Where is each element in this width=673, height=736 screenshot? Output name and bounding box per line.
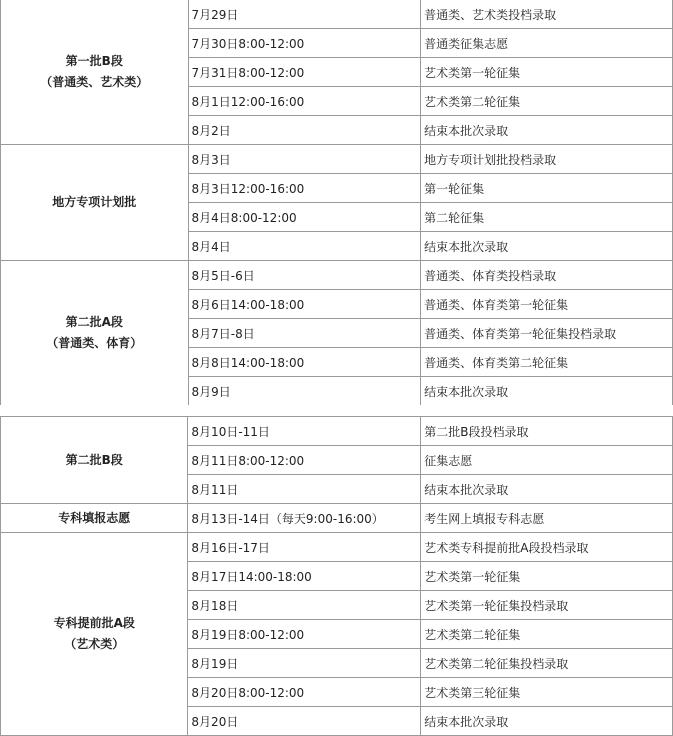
batch-name-cell — [1, 533, 188, 736]
batch-name-line: （普通类、体育） — [46, 336, 143, 350]
event-cell: 结束本批次录取 — [421, 377, 673, 406]
event-cell: 第二轮征集 — [421, 203, 673, 232]
event-cell: 艺术类第二轮征集 — [421, 87, 673, 116]
event-cell: 艺术类第二轮征集 — [421, 620, 673, 649]
batch-name-cell — [1, 504, 188, 533]
batch-name-cell — [1, 417, 188, 504]
date-cell: 7月31日8:00-12:00 — [188, 58, 421, 87]
date-cell: 8月4日 — [188, 232, 421, 261]
batch-name-line: （艺术类） — [64, 637, 125, 651]
date-cell: 8月11日8:00-12:00 — [188, 446, 421, 475]
event-cell: 艺术类第二轮征集投档录取 — [421, 649, 673, 678]
event-cell: 普通类征集志愿 — [421, 29, 673, 58]
date-cell: 8月20日 — [188, 707, 421, 736]
batch-name-cell — [1, 145, 189, 261]
table-row — [1, 417, 673, 446]
date-cell: 7月29日 — [188, 0, 421, 29]
event-cell: 艺术类第三轮征集 — [421, 678, 673, 707]
date-cell: 8月3日 — [188, 145, 421, 174]
date-cell: 8月6日14:00-18:00 — [188, 290, 421, 319]
table-row — [1, 504, 673, 533]
date-cell: 8月11日 — [188, 475, 421, 504]
batch-name-line: 地方专项计划批 — [52, 195, 137, 209]
date-cell: 8月8日14:00-18:00 — [188, 348, 421, 377]
event-cell: 第二批B段投档录取 — [421, 417, 673, 446]
batch-name-line: 专科提前批A段 — [53, 616, 135, 630]
date-cell: 8月3日12:00-16:00 — [188, 174, 421, 203]
table-row — [1, 261, 673, 290]
event-cell: 第一轮征集 — [421, 174, 673, 203]
event-cell: 结束本批次录取 — [421, 232, 673, 261]
date-cell: 8月5日-6日 — [188, 261, 421, 290]
table-body — [1, 0, 673, 406]
table-body — [1, 417, 673, 736]
batch-name-line: 专科填报志愿 — [58, 510, 131, 525]
date-cell: 8月9日 — [188, 377, 421, 406]
batch-name-line: 第二批B段 — [65, 452, 123, 467]
date-cell: 8月2日 — [188, 116, 421, 145]
event-cell: 艺术类第一轮征集 — [421, 58, 673, 87]
date-cell: 8月17日14:00-18:00 — [188, 562, 421, 591]
date-cell: 8月13日-14日（每天9:00-16:00） — [188, 504, 421, 533]
batch-name-line: （普通类、艺术类） — [40, 75, 149, 89]
table-row — [1, 145, 673, 174]
date-cell: 8月20日8:00-12:00 — [188, 678, 421, 707]
date-cell: 8月19日8:00-12:00 — [188, 620, 421, 649]
event-cell: 艺术类第一轮征集投档录取 — [421, 591, 673, 620]
event-cell: 考生网上填报专科志愿 — [421, 504, 673, 533]
batch-name-cell — [1, 261, 189, 406]
date-cell: 8月19日 — [188, 649, 421, 678]
date-cell: 8月1日12:00-16:00 — [188, 87, 421, 116]
event-cell: 普通类、体育类第一轮征集投档录取 — [421, 319, 673, 348]
schedule-table-part-2 — [0, 416, 673, 736]
date-cell: 8月10日-11日 — [188, 417, 421, 446]
event-cell: 普通类、体育类投档录取 — [421, 261, 673, 290]
event-cell: 征集志愿 — [421, 446, 673, 475]
event-cell: 普通类、体育类第二轮征集 — [421, 348, 673, 377]
event-cell: 结束本批次录取 — [421, 116, 673, 145]
date-cell: 8月4日8:00-12:00 — [188, 203, 421, 232]
table-row — [1, 0, 673, 29]
date-cell: 8月16日-17日 — [188, 533, 421, 562]
date-cell: 8月18日 — [188, 591, 421, 620]
event-cell: 结束本批次录取 — [421, 707, 673, 736]
event-cell: 地方专项计划批投档录取 — [421, 145, 673, 174]
page-gap — [0, 405, 673, 416]
batch-name-cell — [1, 0, 189, 145]
event-cell: 普通类、体育类第一轮征集 — [421, 290, 673, 319]
event-cell: 结束本批次录取 — [421, 475, 673, 504]
table-row — [1, 533, 673, 562]
event-cell: 艺术类第一轮征集 — [421, 562, 673, 591]
batch-name-line: 第一批B段 — [65, 54, 123, 68]
date-cell: 7月30日8:00-12:00 — [188, 29, 421, 58]
batch-name-line: 第二批A段 — [65, 315, 123, 329]
date-cell: 8月7日-8日 — [188, 319, 421, 348]
event-cell: 艺术类专科提前批A段投档录取 — [421, 533, 673, 562]
event-cell: 普通类、艺术类投档录取 — [421, 0, 673, 29]
